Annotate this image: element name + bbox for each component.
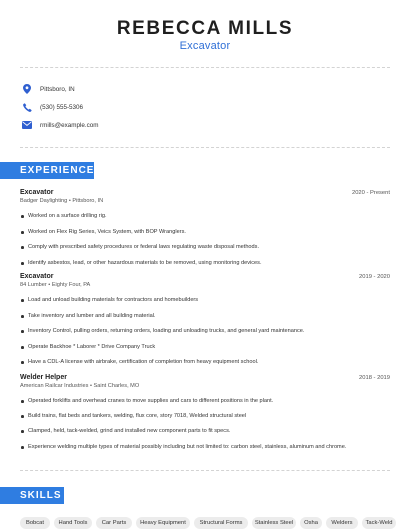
map-pin-icon bbox=[22, 84, 32, 94]
job-entry bbox=[20, 189, 390, 204]
job-bullet: Comply with prescribed safety procedures or federal laws regulating waste disposal methods. bbox=[20, 244, 390, 250]
job-employer: 84 Lumber • Eighty Four, PA bbox=[20, 282, 91, 288]
skill-chip: Car Parts bbox=[96, 517, 132, 529]
job-bullet: Worked on Flex Rig Series, Veics System, with BOP Wranglers. bbox=[20, 229, 390, 235]
job-entry bbox=[20, 374, 390, 389]
job-bullet: Clamped, held, tack-welded, grind and installed new component parts to fit specs. bbox=[20, 428, 390, 434]
divider bbox=[20, 67, 390, 68]
location-text: Pittsboro, IN bbox=[40, 85, 75, 93]
divider bbox=[20, 470, 390, 471]
candidate-name: REBECCA MILLS bbox=[116, 18, 294, 39]
job-title: Excavator bbox=[20, 273, 54, 280]
contact-email[interactable] bbox=[22, 118, 382, 132]
job-entry bbox=[20, 273, 390, 288]
job-bullet: Inventory Control, pulling orders, returning orders, loading and unloading trucks, and general yard maintenance. bbox=[20, 328, 390, 334]
job-bullet: Worked on a surface drilling rig. bbox=[20, 213, 390, 219]
contact-location bbox=[22, 82, 382, 96]
job-bullet: Experience welding multiple types of material possibly including but not limited to: carbon steel, stainless, aluminum and chrome. bbox=[20, 444, 390, 450]
job-title-heading: Excavator bbox=[179, 40, 231, 52]
job-bullet: Take inventory and lumber and all building material. bbox=[20, 313, 390, 319]
divider bbox=[20, 147, 390, 148]
job-bullet: Operated forklifts and overhead cranes to move supplies and cars to different positions in the plant. bbox=[20, 398, 390, 404]
job-title: Excavator bbox=[20, 189, 54, 196]
skill-chip: Osha bbox=[300, 517, 322, 529]
job-dates: 2019 - 2020 bbox=[359, 274, 390, 280]
phone-icon bbox=[22, 102, 32, 112]
skill-chip: Stainless Steel bbox=[252, 517, 296, 529]
company-location: Eighty Four, PA bbox=[51, 282, 91, 288]
skill-chip: Structural Forms bbox=[194, 517, 248, 529]
phone-text: (530) 555-5306 bbox=[40, 103, 84, 111]
job-bullet: Build trains, flat beds and tankers, welding, flux core, story 7018, Welded structural steel bbox=[20, 413, 390, 419]
job-employer: Badger Daylighting • Pittsboro, IN bbox=[20, 198, 104, 204]
skills-section-heading: SKILLS bbox=[0, 487, 64, 504]
envelope-icon bbox=[22, 120, 32, 130]
skill-chip: Bobcat bbox=[20, 517, 50, 529]
job-dates: 2020 - Present bbox=[351, 190, 390, 196]
job-title: Welder Helper bbox=[20, 374, 67, 381]
company-location: Pittsboro, IN bbox=[72, 198, 104, 204]
job-bullet: Have a CDL-A license with airbrake, certification of completion from heavy equipment school. bbox=[20, 359, 390, 365]
job-bullet: Load and unload building materials for contractors and homebuilders bbox=[20, 297, 390, 303]
skill-chip: Hand Tools bbox=[54, 517, 92, 529]
email-link[interactable]: rmills@example.com bbox=[40, 121, 99, 129]
job-dates: 2018 - 2019 bbox=[359, 375, 390, 381]
skills-list bbox=[20, 517, 400, 529]
skill-chip: Heavy Equipment bbox=[136, 517, 190, 529]
skill-chip: Welders bbox=[326, 517, 358, 529]
contact-phone bbox=[22, 100, 382, 114]
company-name: 84 Lumber bbox=[20, 282, 47, 288]
company-name: American Railcar Industries bbox=[20, 383, 89, 389]
job-employer: American Railcar Industries • Saint Charles, MO bbox=[20, 383, 140, 389]
company-location: Saint Charles, MO bbox=[93, 383, 140, 389]
job-bullet: Identify asbestos, lead, or other hazardous materials to be removed, using monitoring devices. bbox=[20, 260, 390, 266]
job-bullet: Operate Backhoe * Laborer * Drive Company Truck bbox=[20, 344, 390, 350]
experience-section-heading: EXPERIENCE bbox=[0, 162, 94, 179]
company-name: Badger Daylighting bbox=[20, 198, 68, 204]
skill-chip: Tack-Weld bbox=[362, 517, 396, 529]
